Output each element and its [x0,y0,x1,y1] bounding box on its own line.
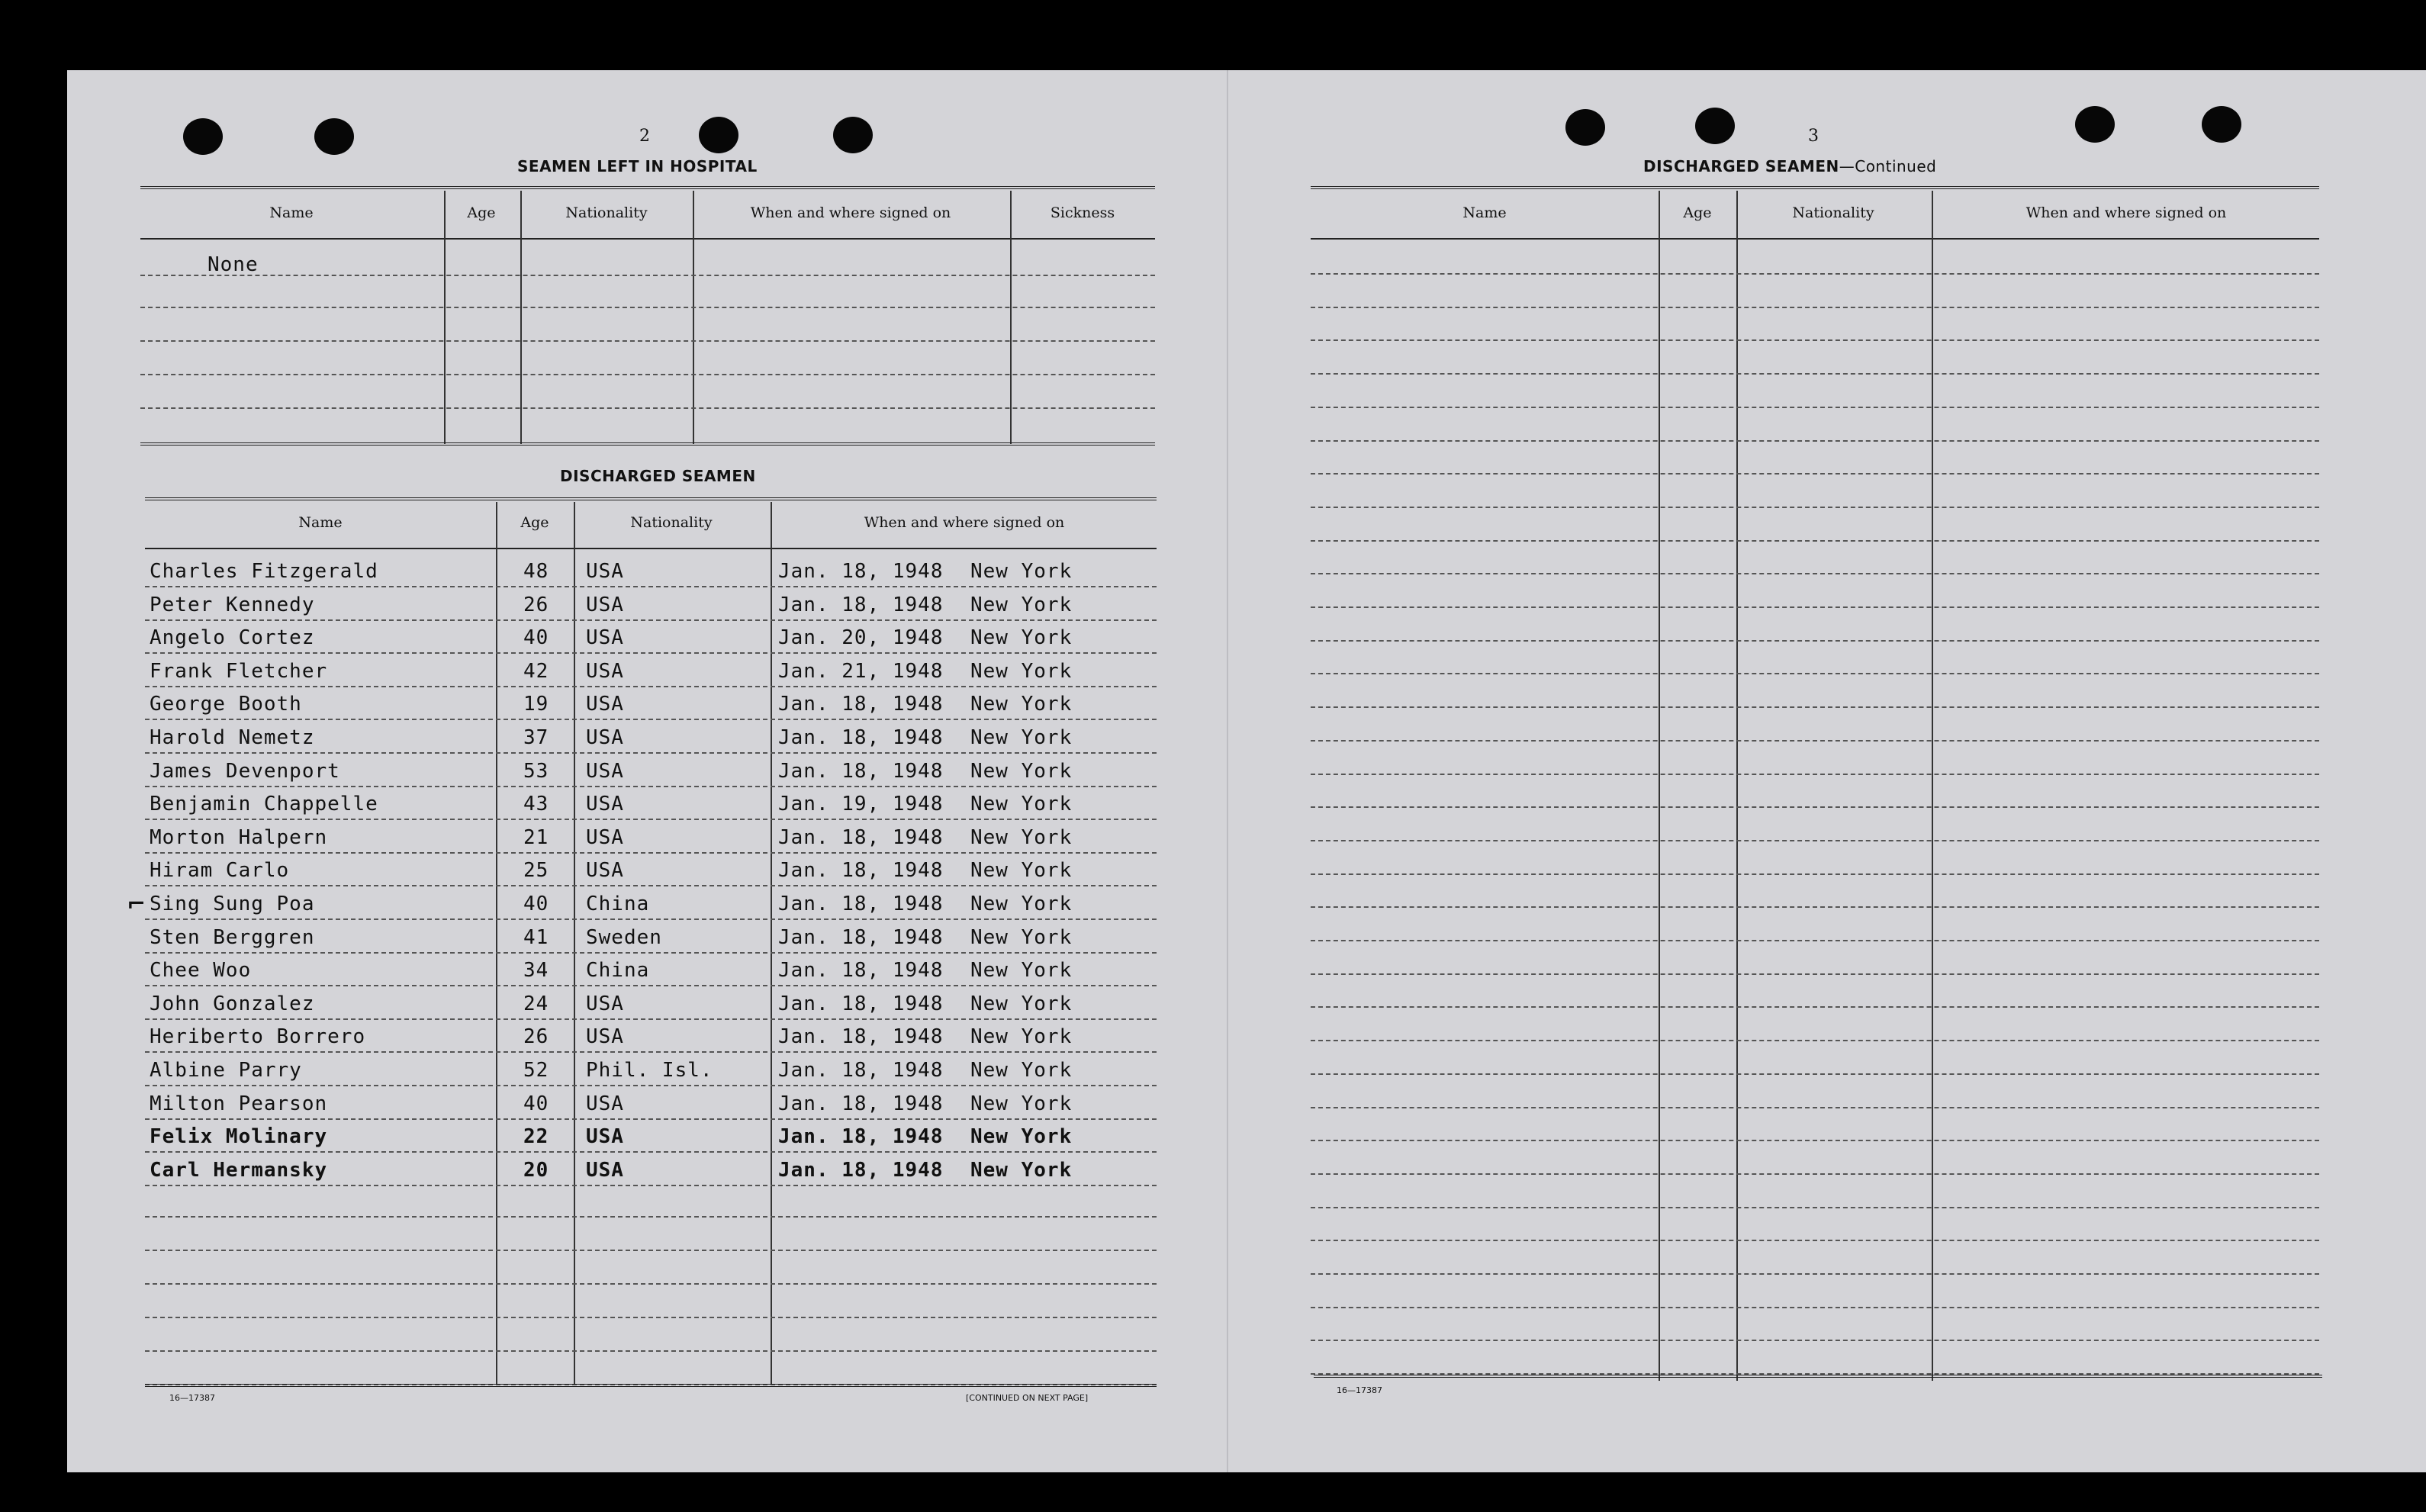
row-rule [1311,706,2319,708]
signed-on-date: Jan. 18, 1948 [778,859,944,882]
table-bottom-rule [145,1384,1157,1387]
signed-on-date: Jan. 18, 1948 [778,1025,944,1048]
seaman-name: Sten Berggren [150,926,315,949]
signed-on-date: Jan. 18, 1948 [778,560,944,583]
row-rule [140,275,1155,276]
seaman-name: Benjamin Chappelle [150,793,378,816]
seaman-nationality: USA [586,1125,624,1148]
row-rule [145,619,1157,621]
row-rule [145,952,1157,954]
signed-on-date: Jan. 18, 1948 [778,826,944,849]
right-col-when-where: When and where signed on [2025,204,2227,221]
signed-on-place: New York [970,760,1073,783]
right-col-name: Name [1462,204,1507,221]
row-rule [145,918,1157,920]
seaman-name: Harold Nemetz [150,726,315,749]
seaman-age: 43 [523,793,549,816]
seaman-nationality: China [586,893,650,915]
seaman-age: 26 [523,594,549,616]
signed-on-date: Jan. 18, 1948 [778,760,944,783]
table-bottom-rule [140,442,1155,446]
hospital-section-title: SEAMEN LEFT IN HOSPITAL [517,157,758,175]
row-rule [1311,806,2319,808]
seaman-age: 37 [523,726,549,749]
row-rule [1311,1207,2319,1208]
column-divider [520,191,522,444]
row-rule [140,340,1155,342]
seaman-nationality: USA [586,660,624,683]
signed-on-date: Jan. 20, 1948 [778,626,944,649]
signed-on-place: New York [970,693,1073,716]
seaman-age: 22 [523,1125,549,1148]
signed-on-place: New York [970,1059,1073,1082]
seaman-age: 40 [523,893,549,915]
right-section-title [1643,157,1936,175]
signed-on-place: New York [970,1025,1073,1048]
seaman-name: Sing Sung Poa [150,893,315,915]
seaman-age: 42 [523,660,549,683]
column-divider [574,502,575,1385]
row-rule [1311,473,2319,475]
row-rule [145,1018,1157,1020]
punch-hole [2202,106,2241,143]
signed-on-place: New York [970,826,1073,849]
seaman-nationality: USA [586,726,624,749]
row-rule [145,985,1157,986]
continued-note: [CONTINUED ON NEXT PAGE] [966,1393,1089,1403]
signed-on-place: New York [970,1125,1073,1148]
row-rule [1311,1040,2319,1041]
row-rule [145,1151,1157,1153]
tick-mark: ⌐ [127,891,146,918]
signed-on-date: Jan. 18, 1948 [778,992,944,1015]
seaman-name: Chee Woo [150,959,252,982]
row-rule [1311,507,2319,508]
row-rule [145,719,1157,720]
row-rule [1311,640,2319,642]
signed-on-date: Jan. 18, 1948 [778,1125,944,1148]
signed-on-date: Jan. 18, 1948 [778,726,944,749]
row-rule [1311,407,2319,408]
row-rule [140,374,1155,375]
signed-on-place: New York [970,1092,1073,1115]
signed-on-place: New York [970,660,1073,683]
punch-hole [1695,108,1735,144]
signed-on-place: New York [970,926,1073,949]
punch-hole [1565,109,1605,146]
seaman-age: 48 [523,560,549,583]
signed-on-place: New York [970,893,1073,915]
seaman-age: 24 [523,992,549,1015]
signed-on-place: New York [970,594,1073,616]
punch-hole [314,118,354,155]
row-rule [1311,1307,2319,1308]
table-bottom-rule [1314,1375,2322,1378]
row-rule [145,752,1157,754]
seaman-nationality: Sweden [586,926,662,949]
row-rule [145,1185,1157,1186]
signed-on-date: Jan. 18, 1948 [778,1159,944,1182]
signed-on-date: Jan. 18, 1948 [778,893,944,915]
row-rule [1311,1340,2319,1341]
row-rule [145,786,1157,787]
row-rule [1311,1073,2319,1075]
signed-on-date: Jan. 19, 1948 [778,793,944,816]
seaman-name: Hiram Carlo [150,859,290,882]
right-title-main: DISCHARGED SEAMEN [1643,157,1839,175]
hospital-col-sickness: Sickness [1050,204,1115,221]
signed-on-place: New York [970,992,1073,1015]
row-rule [1311,973,2319,975]
signed-on-date: Jan. 18, 1948 [778,594,944,616]
seaman-name: Charles Fitzgerald [150,560,378,583]
column-divider [1010,191,1012,444]
right-page [1227,70,2426,1472]
seaman-age: 52 [523,1059,549,1082]
hospital-col-when-where: When and where signed on [750,204,951,221]
row-rule [145,1250,1157,1251]
row-rule [1311,573,2319,574]
row-rule [145,1283,1157,1285]
seaman-age: 26 [523,1025,549,1048]
row-rule [1311,740,2319,742]
row-rule [1311,273,2319,275]
signed-on-place: New York [970,859,1073,882]
row-rule [145,686,1157,687]
row-rule [145,586,1157,587]
punch-hole [183,118,223,155]
row-rule [1311,1107,2319,1108]
header-rule [140,238,1155,240]
seaman-age: 34 [523,959,549,982]
signed-on-place: New York [970,1159,1073,1182]
row-rule [1311,1173,2319,1175]
punch-hole [833,117,873,153]
discharged-col-when-where: When and where signed on [864,514,1065,531]
discharged-section-title: DISCHARGED SEAMEN [560,467,756,485]
seaman-name: Albine Parry [150,1059,302,1082]
seaman-age: 20 [523,1159,549,1182]
row-rule [1311,1240,2319,1241]
column-divider [1932,191,1933,1381]
seaman-nationality: USA [586,1025,624,1048]
discharged-col-nationality: Nationality [630,514,713,531]
signed-on-place: New York [970,726,1073,749]
seaman-name: Angelo Cortez [150,626,315,649]
seaman-age: 53 [523,760,549,783]
form-number: 16—17387 [1337,1385,1382,1395]
seaman-name: Heriberto Borrero [150,1025,366,1048]
row-rule [145,1216,1157,1218]
row-rule [145,1317,1157,1318]
seaman-nationality: USA [586,992,624,1015]
signed-on-place: New York [970,959,1073,982]
row-rule [1311,373,2319,375]
seaman-name: Peter Kennedy [150,594,315,616]
seaman-nationality: USA [586,626,624,649]
signed-on-date: Jan. 18, 1948 [778,959,944,982]
seaman-nationality: USA [586,594,624,616]
signed-on-place: New York [970,560,1073,583]
punch-hole [699,117,738,153]
seaman-age: 41 [523,926,549,949]
hospital-entry: None [208,253,259,276]
seaman-nationality: Phil. Isl. [586,1059,713,1082]
right-col-nationality: Nationality [1792,204,1874,221]
row-rule [145,1085,1157,1086]
discharged-col-age: Age [520,514,549,531]
row-rule [1311,1273,2319,1275]
signed-on-place: New York [970,626,1073,649]
seaman-name: Milton Pearson [150,1092,328,1115]
right-title-suffix: —Continued [1839,157,1937,175]
column-divider [444,191,446,444]
table-top-rule [145,497,1157,500]
discharged-col-name: Name [298,514,343,531]
row-rule [1311,606,2319,608]
row-rule [145,1051,1157,1053]
column-divider [693,191,694,444]
row-rule [1311,774,2319,775]
seaman-age: 19 [523,693,549,716]
hospital-col-age: Age [467,204,496,221]
signed-on-date: Jan. 18, 1948 [778,693,944,716]
right-col-age: Age [1683,204,1712,221]
seaman-nationality: USA [586,859,624,882]
seaman-name: George Booth [150,693,302,716]
punch-hole [2075,106,2115,143]
row-rule [145,1350,1157,1352]
seaman-name: Felix Molinary [150,1125,328,1148]
seaman-nationality: USA [586,560,624,583]
signed-on-date: Jan. 18, 1948 [778,1092,944,1115]
row-rule [1311,940,2319,941]
seaman-name: John Gonzalez [150,992,315,1015]
seaman-nationality: China [586,959,650,982]
row-rule [1311,307,2319,308]
row-rule [1311,1006,2319,1008]
row-rule [1311,339,2319,341]
row-rule [145,885,1157,886]
row-rule [1311,873,2319,875]
seaman-nationality: USA [586,693,624,716]
seaman-age: 25 [523,859,549,882]
row-rule [145,819,1157,820]
page-number: 2 [639,127,650,146]
row-rule [1311,840,2319,841]
row-rule [145,1118,1157,1120]
column-divider [1736,191,1738,1381]
signed-on-date: Jan. 21, 1948 [778,660,944,683]
header-rule [145,548,1157,549]
seaman-nationality: USA [586,826,624,849]
row-rule [1311,540,2319,542]
row-rule [1311,906,2319,908]
seaman-name: Frank Fletcher [150,660,328,683]
seaman-nationality: USA [586,760,624,783]
row-rule [140,407,1155,409]
signed-on-place: New York [970,793,1073,816]
seaman-nationality: USA [586,1092,624,1115]
hospital-col-nationality: Nationality [565,204,648,221]
column-divider [771,502,772,1385]
column-divider [496,502,497,1385]
seaman-age: 21 [523,826,549,849]
row-rule [145,852,1157,854]
row-rule [145,652,1157,654]
column-divider [1659,191,1660,1381]
row-rule [140,307,1155,308]
row-rule [1311,1140,2319,1141]
seaman-name: Morton Halpern [150,826,328,849]
seaman-nationality: USA [586,793,624,816]
row-rule [1311,673,2319,674]
page-spine [1227,70,1228,1472]
seaman-nationality: USA [586,1159,624,1182]
header-rule [1311,238,2319,240]
seaman-age: 40 [523,626,549,649]
table-top-rule [140,186,1155,189]
seaman-name: Carl Hermansky [150,1159,328,1182]
row-rule [1311,440,2319,442]
form-number: 16—17387 [169,1393,215,1403]
signed-on-date: Jan. 18, 1948 [778,1059,944,1082]
hospital-col-name: Name [269,204,314,221]
seaman-age: 40 [523,1092,549,1115]
signed-on-date: Jan. 18, 1948 [778,926,944,949]
table-top-rule [1311,186,2319,189]
seaman-name: James Devenport [150,760,340,783]
page-number: 3 [1808,127,1819,146]
